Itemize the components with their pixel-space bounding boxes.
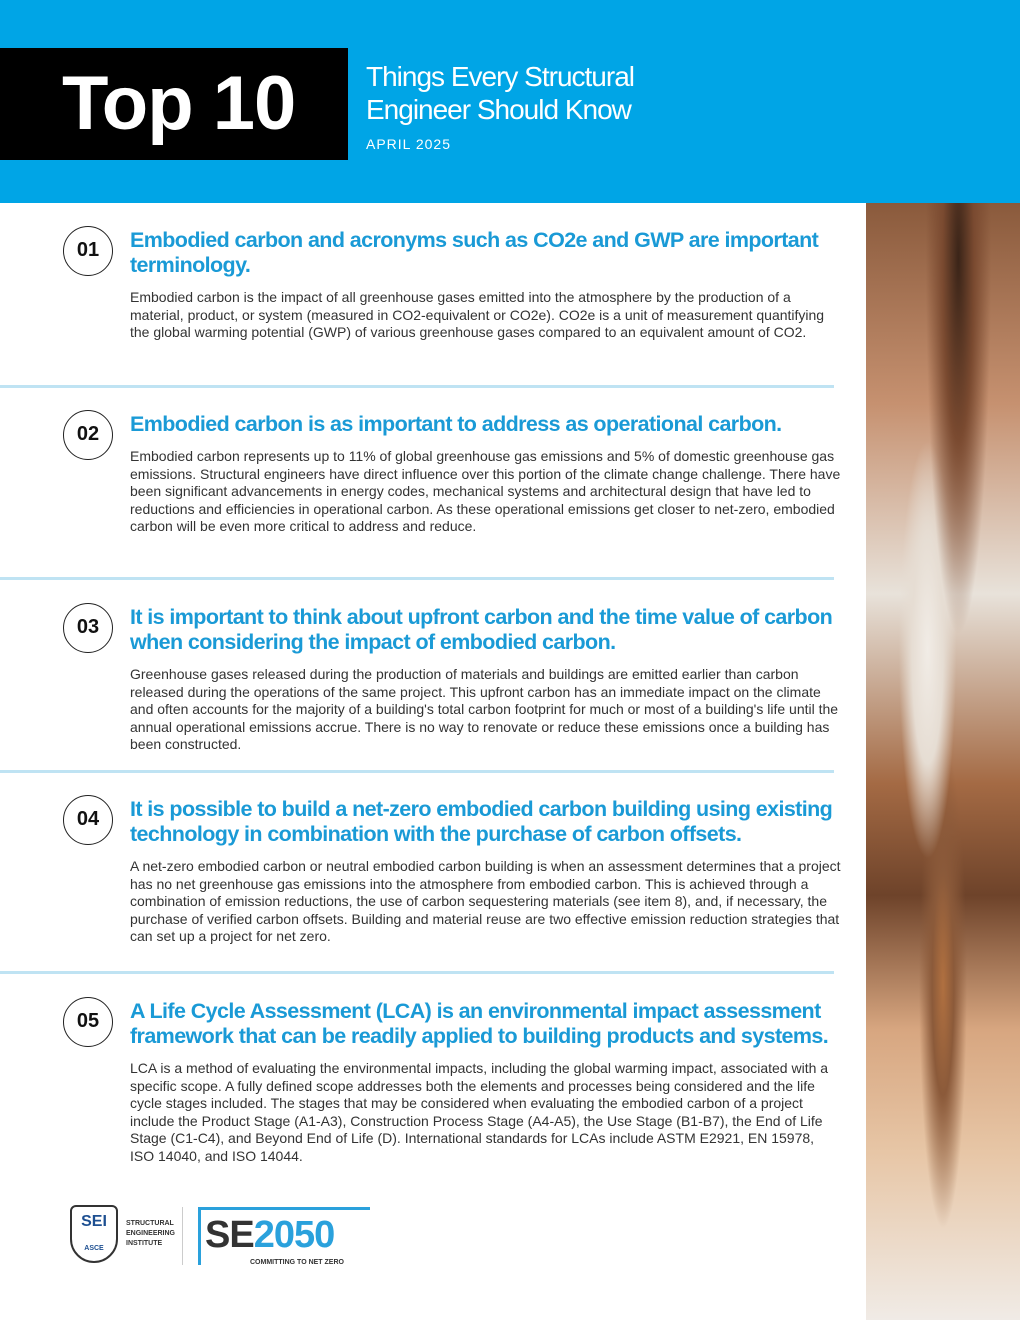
se2050-tagline: COMMITTING TO NET ZERO [250,1259,344,1266]
item-title: Embodied carbon and acronyms such as CO2e and GWP are important terminology. [130,228,819,277]
sei-name-line: ENGINEERING [126,1230,176,1237]
item-number: 03 [63,603,113,653]
subtitle-line: Things Every Structural [366,61,634,92]
sei-mark: SEI [81,1213,107,1230]
sei-name-line: INSTITUTE [126,1240,163,1247]
item-content [130,228,842,342]
item-content [130,412,842,536]
header-banner [0,0,1020,203]
asce-mark: ASCE [84,1245,104,1252]
item-title: It is important to think about upfront carbon and the time value of carbon when considering the impact of embodied carbon. [130,605,833,654]
sei-name-line: STRUCTURAL [126,1220,174,1227]
item-body: Greenhouse gases released during the production of materials and buildings are emitted earlier than carbon released during the operations of the same project. This upfront carbon has an immediate impact on the climate and often accounts for the majority of a building's total carbon footprint for much or most of a building's life until the annual operational emissions accrue. There is no way to renovate or reduce these emissions once a building has been constructed. [130,666,839,753]
item-title: It is possible to build a net-zero embodied carbon building using existing technology in combination with the purchase of carbon offsets. [130,797,833,846]
divider [0,577,834,580]
page-title: Top 10 [0,48,348,160]
item-number: 02 [63,410,113,460]
logo-separator [182,1207,183,1265]
subtitle [366,60,634,126]
divider [0,385,834,388]
item-title: Embodied carbon is as important to address as operational carbon. [130,412,782,436]
item-number: 05 [63,997,113,1047]
footer-logos [70,1205,380,1269]
se-year: 2050 [253,1214,335,1256]
item-content [130,605,842,754]
se2050-logo [205,1215,334,1255]
item-content [130,797,842,946]
item-body: LCA is a method of evaluating the environmental impacts, including the global warming impact, associated with a specific scope. A fully defined scope addresses both the elements and processes being considered and the life cycle stages included. The stages that may be considered when evaluating the embodied carbon of a project include the Product Stage (A1-A3), Construction Process Stage (A4-A5), the Use Stage (B1-B7), the End of Life Stage (C1-C4), and Beyond End of Life (D). International standards for LCAs include ASTM E2921, EN 15978, ISO 14040, and ISO 14044. [130,1060,829,1164]
item-body: Embodied carbon represents up to 11% of global greenhouse gas emissions and 5% of domestic greenhouse gas emissions. Structural engineers have direct influence over this portion of the climate change challenge. There have been significant advancements in energy codes, mechanical systems and architectural design that have led to reductions and efficiencies in operational carbon. As these operational emissions get closer to net-zero, embodied carbon will be even more critical to address and reduce. [130,448,841,535]
item-body: A net-zero embodied carbon or neutral embodied carbon building is when an assessment determines that a project has no net greenhouse gas emissions into the atmosphere from embodied carbon. This is achieved through a combination of emission reductions, the use of carbon sequestering materials (see item 8), and, if necessary, the purchase of verified carbon offsets. Building and material reuse are two effective emission reduction strategies that can set up a project for net zero. [130,858,841,945]
item-body: Embodied carbon is the impact of all greenhouse gases emitted into the atmosphere by the production of a material, product, or system (measured in CO2-equivalent or CO2e). CO2e is a unit of measurement quantifying the global warming potential (GWP) of various greenhouse gases compared to an equivalent amount of CO2. [130,289,825,341]
item-title: A Life Cycle Assessment (LCA) is an environmental impact assessment framework that can be readily applied to building products and systems. [130,999,829,1048]
issue-date: APRIL 2025 [366,136,451,152]
building-photo [866,203,1020,1320]
subtitle-line: Engineer Should Know [366,94,631,125]
divider [0,770,834,773]
sei-name [126,1219,175,1249]
sei-logo [70,1205,118,1263]
item-content [130,999,842,1166]
item-number: 04 [63,795,113,845]
item-number: 01 [63,226,113,276]
se-prefix: SE [205,1214,254,1256]
divider [0,971,834,974]
